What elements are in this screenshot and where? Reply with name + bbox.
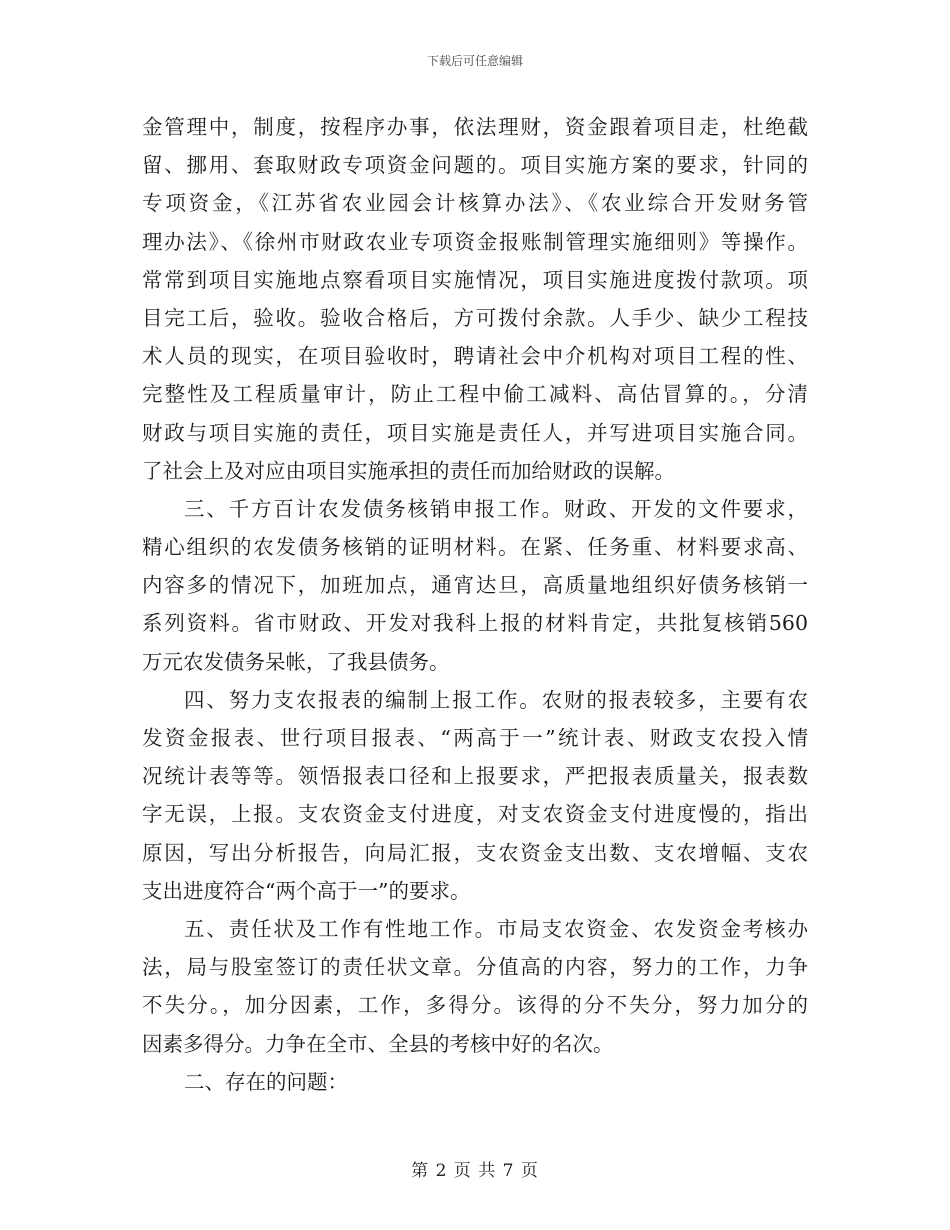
page-header: 下载后可任意编辑 [426, 54, 523, 68]
section-heading-line: 二、存在的问题： [184, 1069, 348, 1094]
body-line: 因素多得分。力争在全市、全县的考核中好的名次。 [142, 1031, 614, 1056]
body-line: 发资金报表、世行项目报表、“两高于一”统计表、财政支农投入情 [142, 726, 808, 750]
body-line: 金管理中，制度，按程序办事，依法理财，资金跟着项目走，杜绝截 [142, 115, 808, 139]
section-heading-line: 五、责任状及工作有性地工作。市局支农资金、农发资金考核办 [184, 916, 808, 941]
body-line: 留、挪用、套取财政专项资金问题的。项目实施方案的要求，针同的 [142, 153, 808, 178]
body-line: 完整性及工程质量审计，防止工程中偷工减料、高估冒算的。，分清 [142, 382, 808, 407]
page-number: 第 2 页 共 7 页 [411, 1161, 539, 1181]
section-heading-line: 四、努力支农报表的编制上报工作。农财的报表较多，主要有农 [184, 687, 808, 712]
body-line: 支出进度符合“两个高于一”的要求。 [142, 878, 471, 903]
body-line: 况统计表等等。领悟报表口径和上报要求，严把报表质量关，报表数 [142, 764, 808, 789]
body-line: 精心组织的农发债务核销的证明材料。在紧、任务重、材料要求高、 [142, 535, 808, 560]
body-line: 字无误，上报。支农资金支付进度，对支农资金支付进度慢的，指出 [142, 802, 808, 827]
body-line: 原因，写出分析报告，向局汇报，支农资金支出数、支农增幅、支农 [142, 840, 808, 865]
body-line: 常常到项目实施地点察看项目实施情况，项目实施进度拨付款项。项 [142, 267, 808, 292]
body-line: 了社会上及对应由项目实施承担的责任而加给财政的误解。 [142, 458, 675, 483]
body-line: 万元农发债务呆帐，了我县债务。 [142, 649, 450, 674]
body-line: 理办法》、《徐州市财政农业专项资金报账制管理实施细则》等操作。 [142, 229, 808, 254]
body-line: 专项资金，《江苏省农业园会计核算办法》、《农业综合开发财务管 [142, 191, 808, 216]
body-line: 系列资料。省市财政、开发对我科上报的材料肯定，共批复核销560 [142, 611, 808, 636]
document-body [142, 108, 808, 1101]
body-line: 不失分。，加分因素，工作，多得分。该得的分不失分，努力加分的 [142, 993, 808, 1018]
body-line: 内容多的情况下，加班加点，通宵达旦，高质量地组织好债务核销一 [142, 573, 808, 598]
section-heading-line: 三、千方百计农发债务核销申报工作。财政、开发的文件要求， [184, 496, 808, 521]
body-line: 目完工后，验收。验收合格后，方可拨付余款。人手少、缺少工程技 [142, 305, 808, 330]
body-line: 法，局与股室签订的责任状文章。分值高的内容，努力的工作，力争 [142, 955, 808, 980]
body-line: 财政与项目实施的责任，项目实施是责任人，并写进项目实施合同。 [142, 420, 808, 445]
body-line: 术人员的现实，在项目验收时，聘请社会中介机构对项目工程的性、 [142, 344, 808, 369]
